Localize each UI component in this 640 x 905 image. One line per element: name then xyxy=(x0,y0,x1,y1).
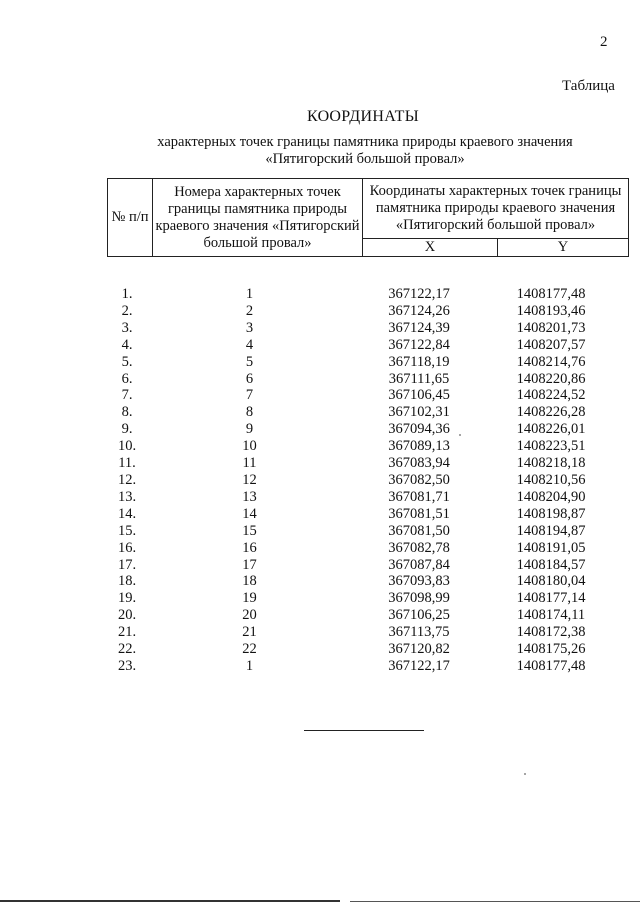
row-x-coordinate: 367122,17 xyxy=(388,286,450,302)
row-x-coordinate: 367081,51 xyxy=(388,505,450,522)
table-row xyxy=(107,506,616,523)
row-x-coordinate: 367120,82 xyxy=(388,641,450,658)
end-rule xyxy=(304,730,424,731)
row-x-coordinate: 367093,83 xyxy=(388,573,450,590)
row-number: 13. xyxy=(117,488,137,505)
row-point-number: 6 xyxy=(245,370,254,387)
row-point-number: 8 xyxy=(245,404,254,421)
row-number: 20. xyxy=(117,607,137,624)
table-row xyxy=(107,320,616,337)
row-number: 10. xyxy=(117,438,137,455)
table-row xyxy=(107,607,616,624)
row-point-number: 2 xyxy=(245,302,254,319)
document-subtitle xyxy=(140,134,590,168)
header-coordinates: Координаты характерных точек границы памятника природы краевого значения «Пятигорский большой провал» xyxy=(363,179,629,239)
row-point-number: 1 xyxy=(245,286,254,302)
row-x-coordinate: 367124,39 xyxy=(388,319,450,336)
row-y-coordinate: 1408180,04 xyxy=(516,573,586,590)
row-point-number: 16 xyxy=(242,539,257,556)
row-y-coordinate: 1408214,76 xyxy=(516,353,586,370)
row-point-number: 13 xyxy=(242,488,257,505)
row-x-coordinate: 367081,50 xyxy=(388,522,450,539)
header-x: X xyxy=(363,239,498,257)
row-x-coordinate: 367113,75 xyxy=(388,624,450,641)
table-row xyxy=(107,404,616,421)
table-row xyxy=(107,557,616,574)
row-number: 15. xyxy=(117,522,137,539)
row-x-coordinate: 367111,65 xyxy=(388,370,450,387)
table-row xyxy=(107,387,616,404)
row-point-number: 10 xyxy=(242,438,257,455)
coordinates-table-header xyxy=(107,178,629,257)
row-x-coordinate: 367102,31 xyxy=(388,404,450,421)
row-number: 1. xyxy=(121,286,133,302)
row-y-coordinate: 1408177,14 xyxy=(516,590,586,607)
row-x-coordinate: 367098,99 xyxy=(388,590,450,607)
row-y-coordinate: 1408224,52 xyxy=(516,387,586,404)
table-row xyxy=(107,540,616,557)
table-row xyxy=(107,286,616,303)
subtitle-line-2: «Пятигорский большой провал» xyxy=(265,151,465,167)
row-y-coordinate: 1408174,11 xyxy=(516,607,586,624)
row-y-coordinate: 1408204,90 xyxy=(516,488,586,505)
scan-edge-line xyxy=(0,900,340,902)
table-row xyxy=(107,489,616,506)
table-row xyxy=(107,371,616,388)
row-number: 5. xyxy=(121,353,133,370)
row-x-coordinate: 367106,25 xyxy=(388,607,450,624)
row-point-number: 5 xyxy=(245,353,254,370)
table-row xyxy=(107,303,616,320)
row-y-coordinate: 1408201,73 xyxy=(516,319,586,336)
row-x-coordinate: 367122,84 xyxy=(388,336,450,353)
row-number: 23. xyxy=(117,657,137,674)
row-x-coordinate: 367118,19 xyxy=(388,353,450,370)
table-row xyxy=(107,523,616,540)
row-point-number: 14 xyxy=(242,505,257,522)
row-y-coordinate: 1408218,18 xyxy=(516,455,586,472)
row-number: 3. xyxy=(121,319,133,336)
subtitle-line-1: характерных точек границы памятника природы краевого значения xyxy=(157,134,573,150)
row-x-coordinate: 367124,26 xyxy=(388,302,450,319)
table-row xyxy=(107,421,616,438)
row-point-number: 9 xyxy=(245,421,254,438)
row-number: 18. xyxy=(117,573,137,590)
table-caption: Таблица xyxy=(562,78,615,94)
row-number: 21. xyxy=(117,624,137,641)
row-point-number: 7 xyxy=(245,387,254,404)
row-point-number: 11 xyxy=(242,455,257,472)
table-row xyxy=(107,658,616,675)
row-number: 22. xyxy=(117,641,137,658)
row-x-coordinate: 367082,78 xyxy=(388,539,450,556)
row-number: 16. xyxy=(117,539,137,556)
row-y-coordinate: 1408193,46 xyxy=(516,302,586,319)
table-row xyxy=(107,573,616,590)
coordinates-table-body xyxy=(107,286,616,675)
row-y-coordinate: 1408210,56 xyxy=(516,471,586,488)
table-row xyxy=(107,438,616,455)
row-x-coordinate: 367087,84 xyxy=(388,556,450,573)
row-x-coordinate: 367089,13 xyxy=(388,438,450,455)
row-y-coordinate: 1408175,26 xyxy=(516,641,586,658)
row-y-coordinate: 1408172,38 xyxy=(516,624,586,641)
row-number: 8. xyxy=(121,404,133,421)
row-point-number: 1 xyxy=(245,657,254,674)
row-number: 14. xyxy=(117,505,137,522)
table-row xyxy=(107,455,616,472)
scan-speck xyxy=(524,773,526,775)
row-point-number: 20 xyxy=(242,607,257,624)
row-y-coordinate: 1408177,48 xyxy=(516,286,586,302)
row-y-coordinate: 1408198,87 xyxy=(516,505,586,522)
row-x-coordinate: 367081,71 xyxy=(388,488,450,505)
row-point-number: 22 xyxy=(242,641,257,658)
row-x-coordinate: 367083,94 xyxy=(388,455,450,472)
row-point-number: 4 xyxy=(245,336,254,353)
row-y-coordinate: 1408207,57 xyxy=(516,336,586,353)
row-number: 7. xyxy=(121,387,133,404)
row-point-number: 15 xyxy=(242,522,257,539)
page-number: 2 xyxy=(600,34,608,50)
row-point-number: 17 xyxy=(242,556,257,573)
row-y-coordinate: 1408223,51 xyxy=(516,438,586,455)
table-row xyxy=(107,624,616,641)
row-x-coordinate: 367106,45 xyxy=(388,387,450,404)
row-number: 2. xyxy=(121,302,133,319)
row-number: 11. xyxy=(118,455,136,472)
document-title: КООРДИНАТЫ xyxy=(307,108,419,125)
header-number: № п/п xyxy=(108,179,153,257)
row-y-coordinate: 1408226,28 xyxy=(516,404,586,421)
row-y-coordinate: 1408194,87 xyxy=(516,522,586,539)
row-x-coordinate: 367082,50 xyxy=(388,471,450,488)
table-row xyxy=(107,354,616,371)
row-x-coordinate: 367122,17 xyxy=(388,657,450,674)
table-row xyxy=(107,472,616,489)
scan-speck xyxy=(459,434,461,436)
row-number: 6. xyxy=(121,370,133,387)
row-point-number: 21 xyxy=(242,624,257,641)
row-point-number: 18 xyxy=(242,573,257,590)
table-row xyxy=(107,337,616,354)
row-y-coordinate: 1408184,57 xyxy=(516,556,586,573)
table-row xyxy=(107,590,616,607)
row-point-number: 3 xyxy=(245,319,254,336)
header-y: Y xyxy=(498,239,629,257)
row-number: 9. xyxy=(121,421,133,438)
row-x-coordinate: 367094,36 xyxy=(388,421,450,438)
row-number: 19. xyxy=(117,590,137,607)
header-point-numbers: Номера характерных точек границы памятника природы краевого значения «Пятигорский большой провал» xyxy=(153,179,363,257)
row-y-coordinate: 1408226,01 xyxy=(516,421,586,438)
row-y-coordinate: 1408177,48 xyxy=(516,657,586,674)
scan-edge-line-right xyxy=(350,901,640,902)
row-number: 17. xyxy=(117,556,137,573)
coordinates-rows xyxy=(107,286,616,675)
table-row xyxy=(107,641,616,658)
row-number: 12. xyxy=(117,471,137,488)
row-number: 4. xyxy=(121,336,133,353)
row-y-coordinate: 1408191,05 xyxy=(516,539,586,556)
row-point-number: 12 xyxy=(242,471,257,488)
row-y-coordinate: 1408220,86 xyxy=(516,370,586,387)
row-point-number: 19 xyxy=(242,590,257,607)
